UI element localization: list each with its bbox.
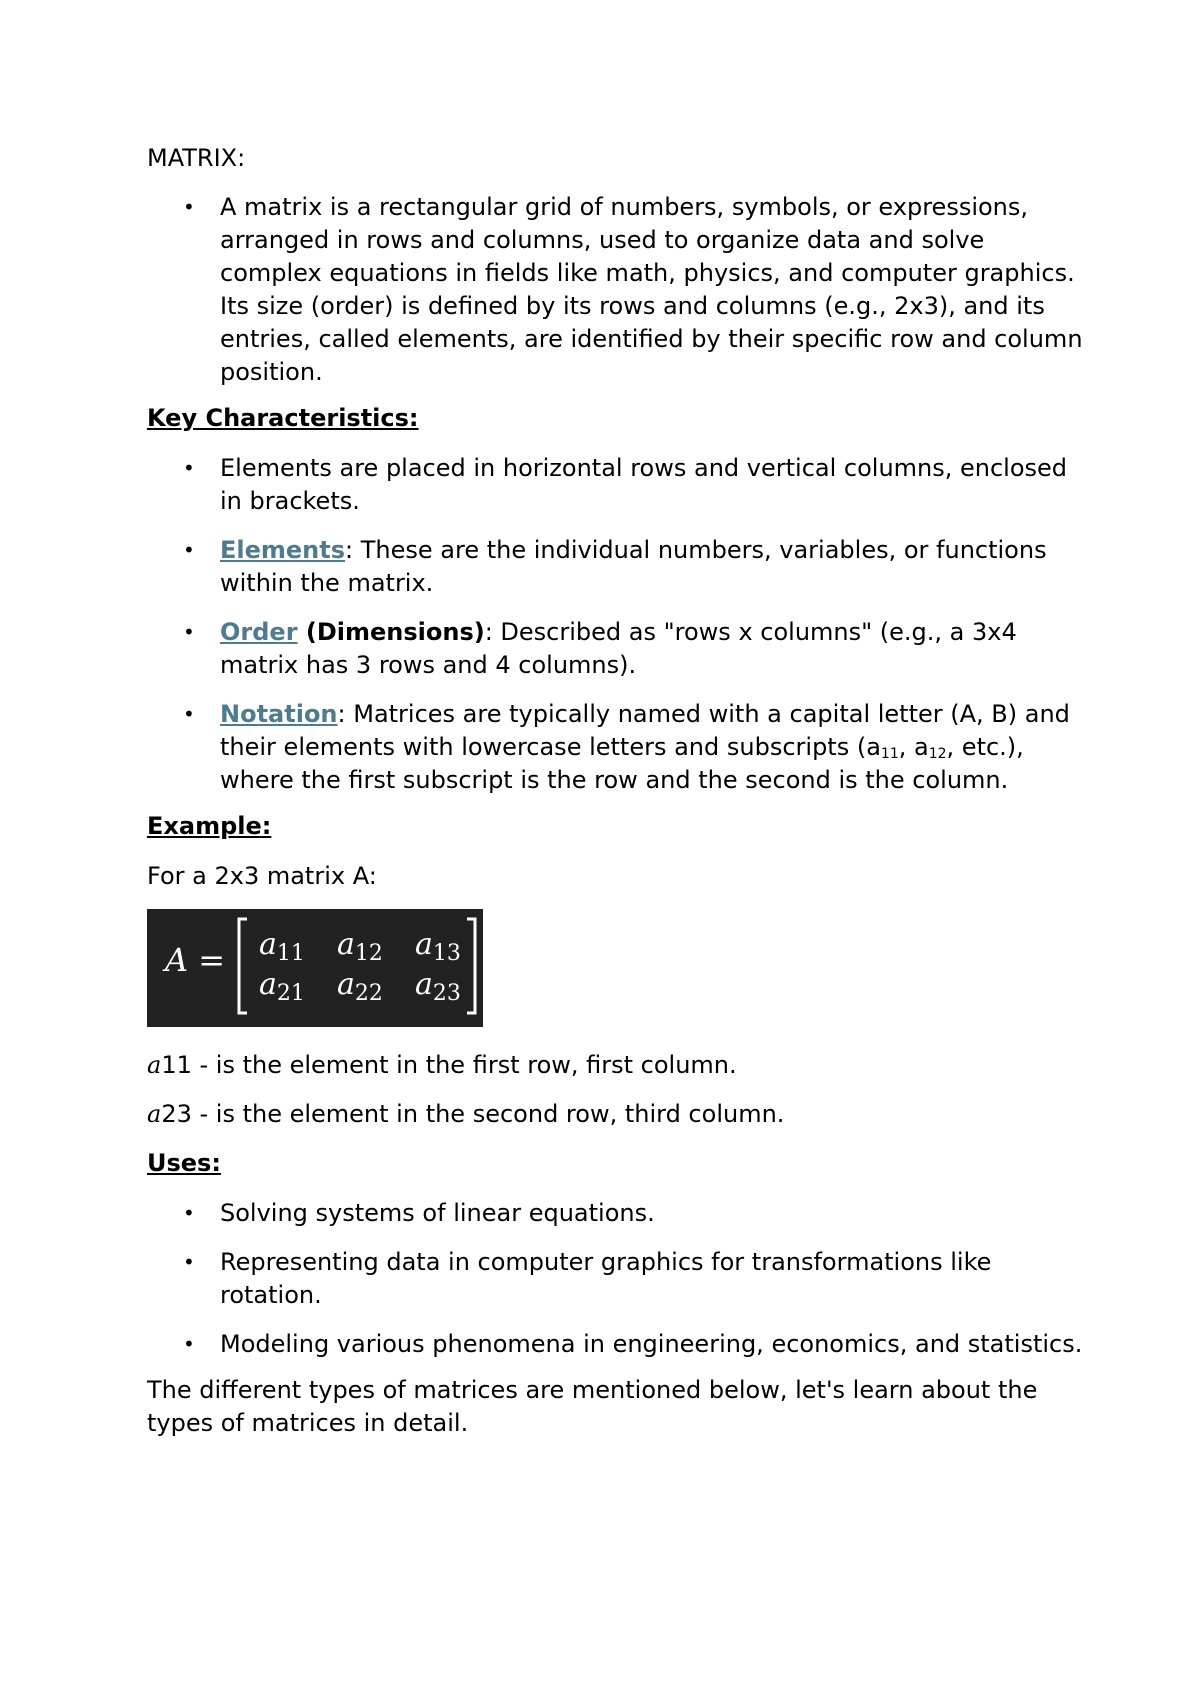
matrix-image [147,909,483,1027]
item-text: : Described as "rows x columns" (e.g., a 3x4 matrix has 3 rows and 4 columns). [220,618,1017,679]
matrix-cell [259,927,305,966]
list-item [147,534,1087,600]
matrix-cell [259,967,305,1006]
document-content [147,142,1087,1440]
list-item [147,452,1087,518]
bullet-icon: • [183,1201,195,1225]
matrix-cell [337,927,383,966]
order-link[interactable]: Order [220,618,298,646]
key-characteristics-heading: Key Characteristics: [147,404,419,432]
note-a23 [147,1098,1087,1131]
cell-variable: a [259,967,277,1002]
intro-list [147,191,1087,389]
cell-variable: a [415,967,433,1002]
example-lead: For a 2x3 matrix A: [147,862,377,890]
elements-link[interactable]: Elements [220,536,346,564]
right-bracket [467,919,475,1013]
cell-subscript: 13 [432,941,461,966]
var-a: a [147,1100,162,1128]
bullet-icon: • [183,702,195,726]
left-bracket [239,919,247,1013]
cell-subscript: 11 [276,941,305,966]
list-item [147,191,1087,389]
list-item [147,616,1087,682]
item-text: Representing data in computer graphics for transformations like rotation. [220,1248,992,1309]
dimensions-label: (Dimensions) [297,618,485,646]
matrix-cell [415,927,461,966]
cell-variable: a [259,927,277,962]
example-heading: Example: [147,812,272,840]
key-characteristics-list [147,452,1087,797]
list-item [147,698,1087,797]
subscript: 11 [880,746,899,762]
cell-subscript: 21 [276,981,305,1006]
notation-link[interactable]: Notation [220,700,338,728]
page-title: MATRIX: [147,144,246,172]
uses-heading: Uses: [147,1149,221,1177]
note-text: 23 - is the element in the second row, third column. [161,1100,785,1128]
subscript: 12 [928,746,947,762]
item-text: Modeling various phenomena in engineering, economics, and statistics. [220,1330,1083,1358]
bullet-icon: • [183,1250,195,1274]
bullet-icon: • [183,538,195,562]
bullet-icon: • [183,195,195,219]
cell-variable: a [337,967,355,1002]
note-a11 [147,1049,1087,1082]
cell-variable: a [337,927,355,962]
item-text: : These are the individual numbers, variables, or functions within the matrix. [220,536,1047,597]
matrix-figure [147,909,483,1027]
cell-subscript: 12 [354,941,383,966]
item-text: , a [898,733,929,761]
intro-text: A matrix is a rectangular grid of numbers, symbols, or expressions, arranged in rows and columns, used to organize data and solve complex equations in fields like math, physics, and computer graphics. Its size (order) is defined by its rows and columns (e.g., 2x3), and its entries, called elements, are identified by their specific row and column position. [220,193,1083,386]
item-text: , etc.), where the first subscript is the row and the second is the column. [220,733,1024,794]
list-item [147,1328,1087,1361]
matrix-cell [415,967,461,1006]
matrix-name: A = [165,941,226,979]
list-item [147,1246,1087,1312]
item-text: Solving systems of linear equations. [220,1199,655,1227]
closing-paragraph: The different types of matrices are mentioned below, let's learn about the types of matrices in detail. [147,1376,1038,1437]
uses-list [147,1197,1087,1361]
cell-variable: a [415,927,433,962]
cell-subscript: 23 [432,981,461,1006]
item-text: : Matrices are typically named with a capital letter (A, B) and their elements with lowercase letters and subscripts (a [220,700,1070,761]
item-text: Elements are placed in horizontal rows and vertical columns, enclosed in brackets. [220,454,1068,515]
cell-subscript: 22 [354,981,383,1006]
bullet-icon: • [183,1332,195,1356]
note-text: 11 - is the element in the first row, first column. [161,1051,737,1079]
list-item [147,1197,1087,1230]
var-a: a [147,1051,162,1079]
matrix-cell [337,967,383,1006]
bullet-icon: • [183,620,195,644]
matrix-cells [259,927,461,1006]
bullet-icon: • [183,456,195,480]
